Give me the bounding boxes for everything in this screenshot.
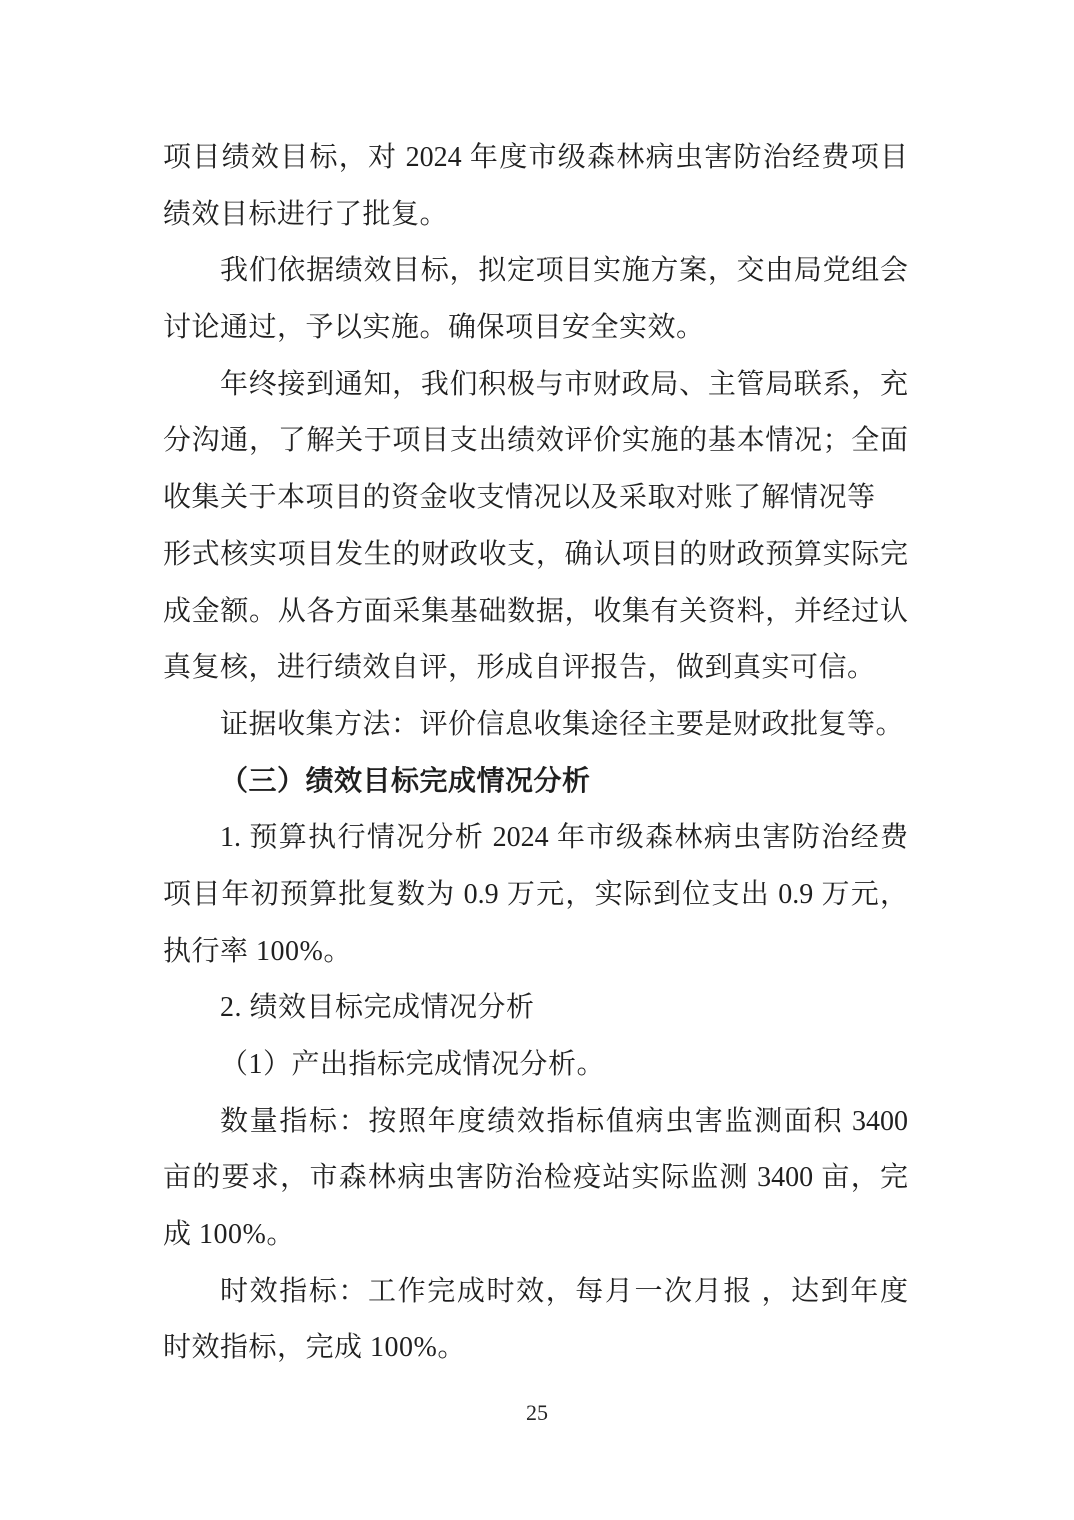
body-line: 证据收集方法：评价信息收集途径主要是财政批复等。	[220, 708, 905, 740]
body-line: 形式核实项目发生的财政收支，确认项目的财政预算实际完	[163, 538, 908, 570]
list-item-line: 2. 绩效目标完成情况分析	[220, 992, 535, 1024]
body-line: 成金额。从各方面采集基础数据，收集有关资料，并经过认	[163, 595, 908, 627]
body-line: 时效指标，完成 100%。	[163, 1332, 466, 1364]
document-body	[163, 130, 908, 1377]
body-line: 亩的要求，市森林病虫害防治检疫站实际监测 3400 亩，完	[163, 1162, 908, 1194]
body-line: 我们依据绩效目标，拟定项目实施方案，交由局党组会	[220, 255, 908, 287]
body-line: 讨论通过，予以实施。确保项目安全实效。	[163, 312, 705, 344]
section-heading: （三）绩效目标完成情况分析	[220, 765, 591, 797]
body-line: 数量指标：按照年度绩效指标值病虫害监测面积 3400	[220, 1105, 908, 1137]
body-line: 收集关于本项目的资金收支情况以及采取对账了解情况等	[163, 482, 876, 514]
body-line: 分沟通，了解关于项目支出绩效评价实施的基本情况；全面	[163, 425, 908, 457]
body-line: 绩效目标进行了批复。	[163, 198, 449, 230]
body-line: 时效指标：工作完成时效，每月一次月报 ，达到年度	[220, 1275, 908, 1307]
body-line: 项目绩效目标，对 2024 年度市级森林病虫害防治经费项目	[163, 142, 908, 173]
page-number: 25	[526, 1400, 548, 1425]
body-line: 项目年初预算批复数为 0.9 万元，实际到位支出 0.9 万元，	[163, 878, 908, 910]
body-line: 年终接到通知，我们积极与市财政局、主管局联系，充	[220, 368, 908, 400]
body-line: 执行率 100%。	[163, 935, 352, 967]
body-line: 真复核，进行绩效自评，形成自评报告，做到真实可信。	[163, 652, 876, 684]
list-item-line: （1）产出指标完成情况分析。	[220, 1049, 606, 1080]
list-item-line: 1. 预算执行情况分析 2024 年市级森林病虫害防治经费	[220, 822, 908, 854]
body-line: 成 100%。	[163, 1219, 295, 1251]
